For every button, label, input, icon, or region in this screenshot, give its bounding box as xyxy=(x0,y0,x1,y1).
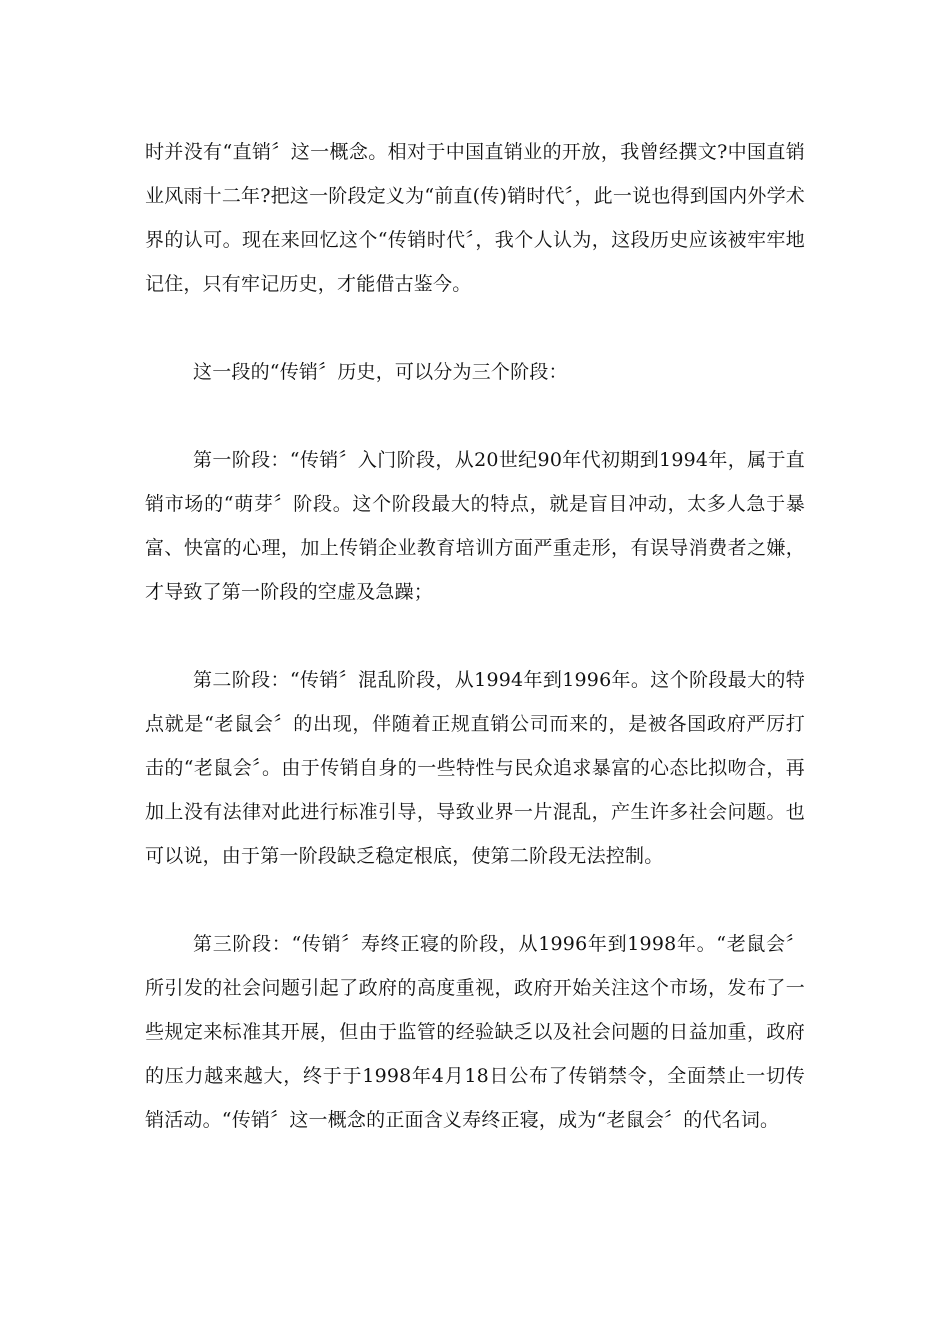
paragraph-spacer xyxy=(145,614,805,658)
paragraph-stage-one: 第一阶段：“传销〞入门阶段，从20世纪90年代初期到1994年，属于直销市场的“萌芽〞阶段。这个阶段最大的特点，就是盲目冲动，太多人急于暴富、快富的心理，加上传销企业教育培训方面严重走形，有误导消费者之嫌，才导致了第一阶段的空虚及急躁； xyxy=(145,449,806,603)
paragraph-spacer xyxy=(145,394,805,438)
paragraph-stages-overview: 这一段的“传销〞历史，可以分为三个阶段： xyxy=(193,361,568,383)
paragraph-stage-three: 第三阶段：“传销〞寿终正寝的阶段，从1996年到1998年。“老鼠会〞所引发的社会问题引起了政府的高度重视，政府开始关注这个市场，发布了一些规定来标准其开展，但由于监管的经验缺乏以及社会问题的日益加重，政府的压力越来越大，终于于1998年4月18日公布了传销禁令，全面禁止一切传销活动。“传销〞这一概念的正面含义寿终正寝，成为“老鼠会〞的代名词。 xyxy=(145,933,805,1131)
document-page xyxy=(145,130,805,1142)
paragraph-spacer xyxy=(145,306,805,350)
paragraph-spacer xyxy=(145,878,805,922)
paragraph-intro: 时并没有“直销〞这一概念。相对于中国直销业的开放，我曾经撰文?中国直销业风雨十二年?把这一阶段定义为“前直(传)销时代〞，此一说也得到国内外学术界的认可。现在来回忆这个“传销时代〞，我个人认为，这段历史应该被牢牢地记住，只有牢记历史，才能借古鉴今。 xyxy=(145,141,805,295)
paragraph-stage-two: 第二阶段：“传销〞混乱阶段，从1994年到1996年。这个阶段最大的特点就是“老鼠会〞的出现，伴随着正规直销公司而来的，是被各国政府严厉打击的“老鼠会〞。由于传销自身的一些特性与民众追求暴富的心态比拟吻合，再加上没有法律对此进行标准引导，导致业界一片混乱，产生许多社会问题。也可以说，由于第一阶段缺乏稳定根底，使第二阶段无法控制。 xyxy=(145,669,805,867)
